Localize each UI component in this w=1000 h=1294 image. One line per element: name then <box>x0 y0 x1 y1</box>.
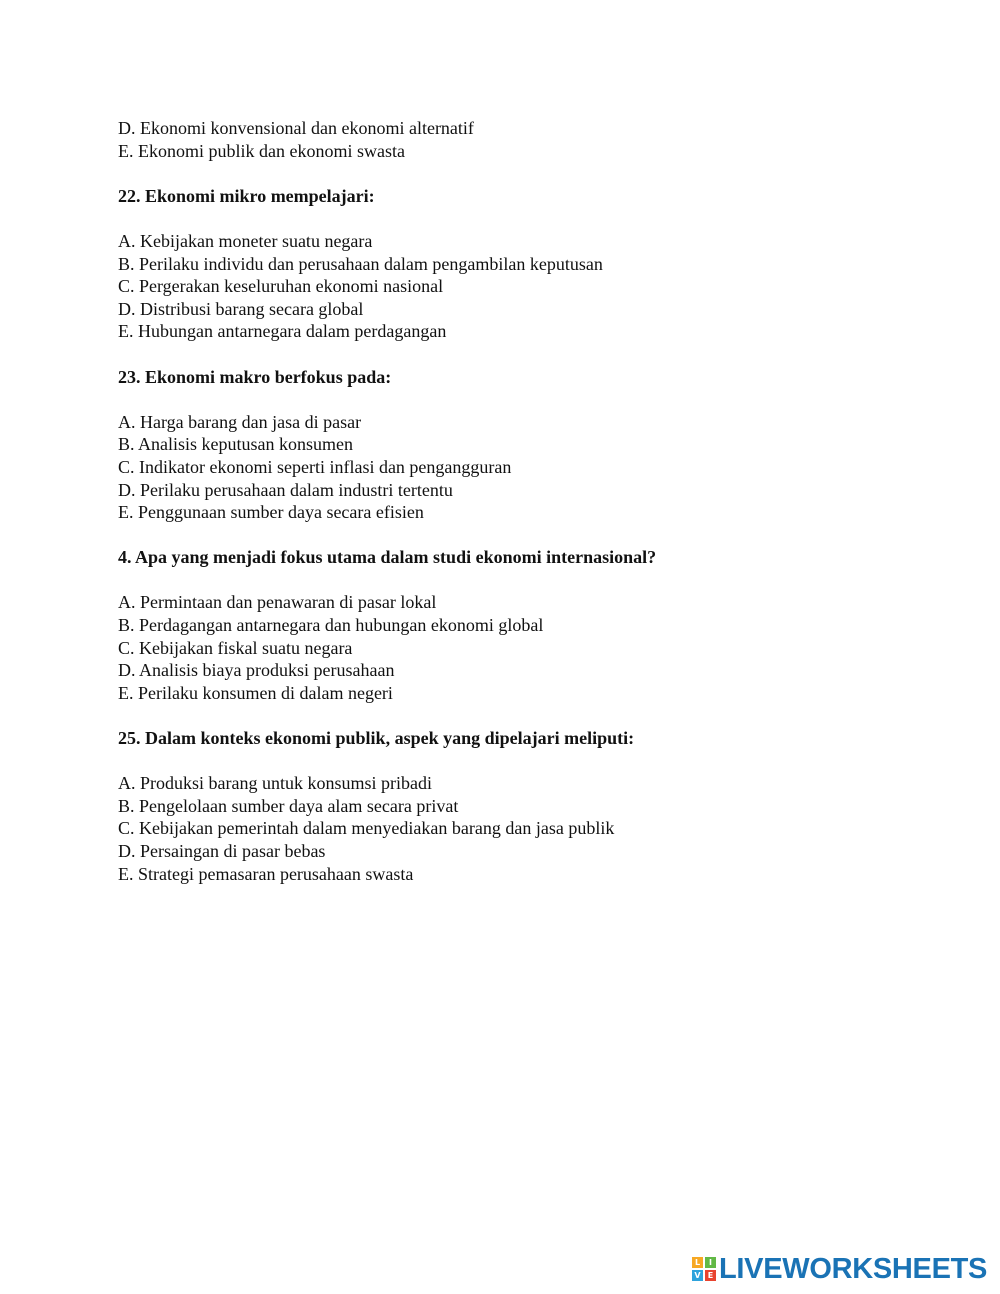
option-b: B. Perilaku individu dan perusahaan dalam pengambilan keputusan <box>118 253 603 274</box>
option-d: D. Distribusi barang secara global <box>118 298 364 319</box>
liveworksheets-logo <box>692 1254 987 1284</box>
option-e: E. Strategi pemasaran perusahaan swasta <box>118 863 414 884</box>
option-c: C. Kebijakan fiskal suatu negara <box>118 637 353 658</box>
option-d: D. Persaingan di pasar bebas <box>118 841 326 861</box>
question-title: 23. Ekonomi makro berfokus pada: <box>118 366 392 387</box>
logo-mark-e: E <box>705 1270 716 1281</box>
option-line: D. Ekonomi konvensional dan ekonomi alternatif <box>118 118 474 138</box>
option-a: A. Permintaan dan penawaran di pasar lokal <box>118 592 437 613</box>
question-title: 25. Dalam konteks ekonomi publik, aspek yang dipelajari meliputi: <box>118 728 635 749</box>
option-c: C. Indikator ekonomi seperti inflasi dan pengangguran <box>118 456 512 477</box>
question-22 <box>118 185 978 343</box>
option-b: B. Analisis keputusan konsumen <box>118 434 353 455</box>
logo-wordmark: LIVEWORKSHEETS <box>719 1252 988 1285</box>
question-25 <box>118 727 978 885</box>
option-e: E. Hubungan antarnegara dalam perdagangan <box>118 321 447 342</box>
option-a: A. Harga barang dan jasa di pasar <box>118 411 362 432</box>
intro-options <box>118 117 978 162</box>
option-d: D. Perilaku perusahaan dalam industri tertentu <box>118 479 453 500</box>
logo-mark-i: I <box>705 1257 716 1268</box>
question-23 <box>118 366 978 524</box>
option-e: E. Penggunaan sumber daya secara efisien <box>118 502 424 523</box>
worksheet-page <box>118 117 978 885</box>
option-a: A. Produksi barang untuk konsumsi pribadi <box>118 773 432 794</box>
logo-mark-v: V <box>692 1270 703 1281</box>
option-c: C. Kebijakan pemerintah dalam menyediakan barang dan jasa publik <box>118 818 615 839</box>
question-title: 4. Apa yang menjadi fokus utama dalam studi ekonomi internasional? <box>118 547 657 568</box>
logo-mark-l: L <box>692 1257 703 1268</box>
option-d: D. Analisis biaya produksi perusahaan <box>118 660 395 681</box>
option-b: B. Perdagangan antarnegara dan hubungan ekonomi global <box>118 615 544 636</box>
question-4 <box>118 546 978 704</box>
question-title: 22. Ekonomi mikro mempelajari: <box>118 185 375 206</box>
option-e: E. Perilaku konsumen di dalam negeri <box>118 682 393 703</box>
option-a: A. Kebijakan moneter suatu negara <box>118 230 373 251</box>
option-line: E. Ekonomi publik dan ekonomi swasta <box>118 140 405 161</box>
option-b: B. Pengelolaan sumber daya alam secara privat <box>118 795 459 816</box>
option-c: C. Pergerakan keseluruhan ekonomi nasional <box>118 276 444 297</box>
liveworksheets-logo-icon <box>692 1257 716 1281</box>
